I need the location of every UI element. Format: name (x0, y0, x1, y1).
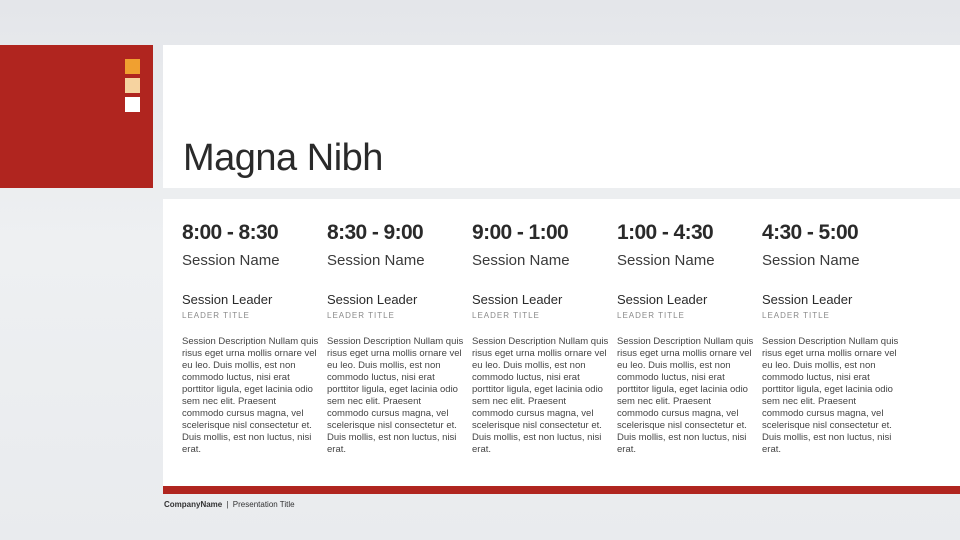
company-name: CompanyName (164, 500, 223, 509)
session-description: Session Description Nullam quis risus eget urna mollis ornare vel eu leo. Duis mollis, est non commodo luctus, nisi erat porttitor ligula, eget lacinia odio sem nec elit. Praesent commodo cursus magna, vel scelerisque nisl consectetur et. Duis mollis, est non luctus, nisi erat. (327, 336, 464, 455)
session-column (472, 219, 617, 456)
session-time: 8:30 - 9:00 (327, 221, 424, 244)
session-time: 8:00 - 8:30 (182, 221, 279, 244)
footer-accent-bar (163, 486, 960, 494)
accent-square-peach (125, 78, 140, 93)
slide-title: Magna Nibh (183, 137, 383, 179)
leader-title: LEADER TITLE (182, 311, 250, 320)
session-leader: Session Leader (182, 292, 273, 307)
accent-square-orange (125, 59, 140, 74)
session-leader: Session Leader (327, 292, 418, 307)
session-name: Session Name (182, 252, 280, 269)
session-name: Session Name (327, 252, 425, 269)
session-list (182, 219, 907, 456)
session-description: Session Description Nullam quis risus eget urna mollis ornare vel eu leo. Duis mollis, est non commodo luctus, nisi erat porttitor ligula, eget lacinia odio sem nec elit. Praesent commodo cursus magna, vel scelerisque nisl consectetur et. Duis mollis, est non luctus, nisi erat. (182, 336, 319, 455)
leader-title: LEADER TITLE (327, 311, 395, 320)
session-column (762, 219, 907, 456)
session-time: 4:30 - 5:00 (762, 221, 859, 244)
accent-square-white (125, 97, 140, 112)
session-name: Session Name (762, 252, 860, 269)
session-leader: Session Leader (762, 292, 853, 307)
presentation-title: Presentation Title (232, 500, 295, 509)
footer-separator: | (226, 500, 229, 509)
agenda-panel (163, 199, 960, 486)
session-time: 9:00 - 1:00 (472, 221, 569, 244)
session-time: 1:00 - 4:30 (617, 221, 714, 244)
leader-title: LEADER TITLE (617, 311, 685, 320)
leader-title: LEADER TITLE (762, 311, 830, 320)
slide-footer (164, 500, 295, 509)
title-panel (163, 45, 960, 188)
session-column (182, 219, 327, 456)
session-leader: Session Leader (617, 292, 708, 307)
session-description: Session Description Nullam quis risus eget urna mollis ornare vel eu leo. Duis mollis, est non commodo luctus, nisi erat porttitor ligula, eget lacinia odio sem nec elit. Praesent commodo cursus magna, vel scelerisque nisl consectetur et. Duis mollis, est non luctus, nisi erat. (762, 336, 899, 455)
session-column (617, 219, 762, 456)
leader-title: LEADER TITLE (472, 311, 540, 320)
session-name: Session Name (617, 252, 715, 269)
session-leader: Session Leader (472, 292, 563, 307)
session-description: Session Description Nullam quis risus eget urna mollis ornare vel eu leo. Duis mollis, est non commodo luctus, nisi erat porttitor ligula, eget lacinia odio sem nec elit. Praesent commodo cursus magna, vel scelerisque nisl consectetur et. Duis mollis, est non luctus, nisi erat. (617, 336, 754, 455)
session-name: Session Name (472, 252, 570, 269)
session-column (327, 219, 472, 456)
session-description: Session Description Nullam quis risus eget urna mollis ornare vel eu leo. Duis mollis, est non commodo luctus, nisi erat porttitor ligula, eget lacinia odio sem nec elit. Praesent commodo cursus magna, vel scelerisque nisl consectetur et. Duis mollis, est non luctus, nisi erat. (472, 336, 609, 455)
